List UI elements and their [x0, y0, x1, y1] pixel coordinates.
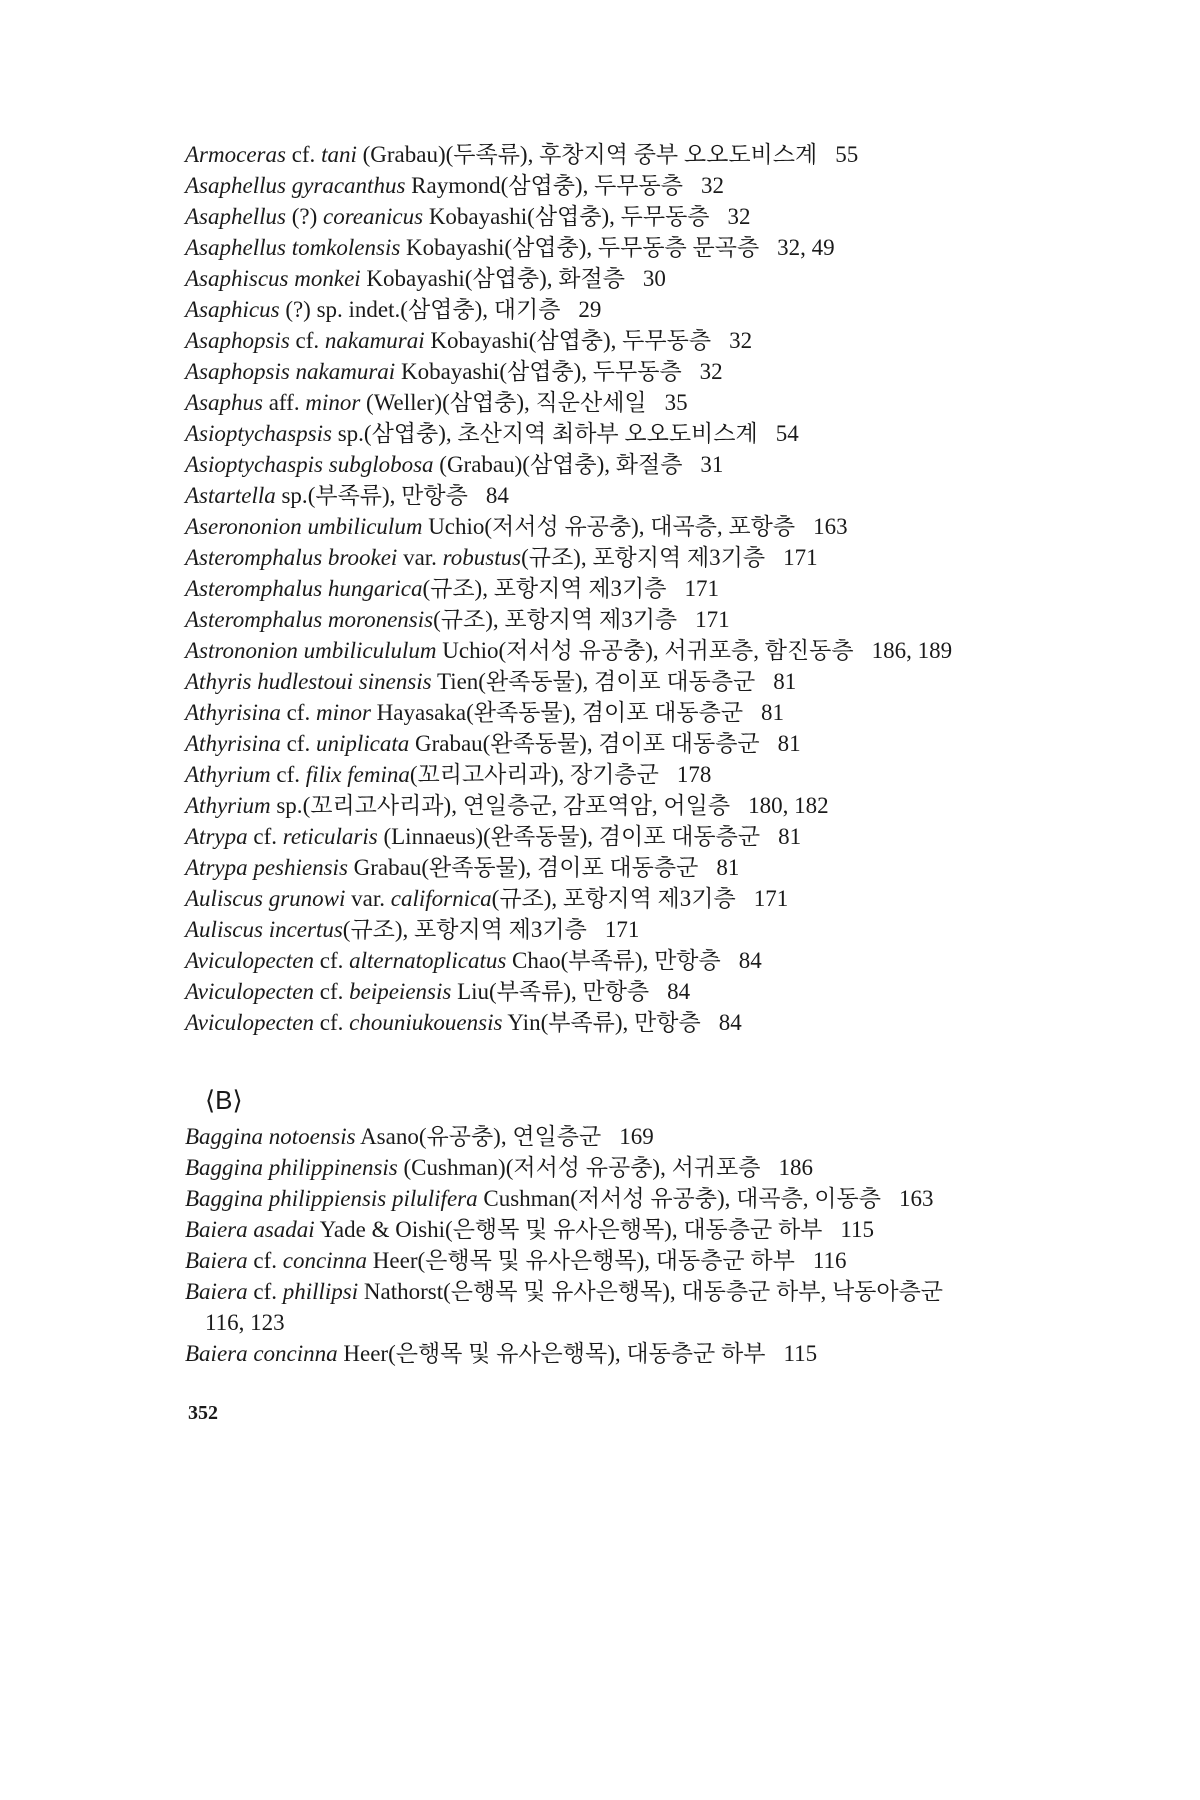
index-entry: Astrononion umbilicululum Uchio(저서성 유공충), 서귀포층, 함진동층 186, 189 [185, 638, 953, 663]
index-entry: Asteromphalus moronensis(규조), 포항지역 제3기층 171 [185, 607, 730, 632]
index-entry: Asaphus aff. minor (Weller)(삼엽충), 직운산세일 35 [185, 390, 688, 415]
index-entry: Astartella sp.(부족류), 만항층 84 [185, 483, 509, 508]
index-entry: Auliscus incertus(규조), 포항지역 제3기층 171 [185, 917, 640, 942]
index-entry: Baggina philippiensis pilulifera Cushman(저서성 유공충), 대곡층, 이동층 163 [185, 1186, 934, 1211]
index-entry: Asioptychaspis subglobosa (Grabau)(삼엽충), 화절층 31 [185, 452, 724, 477]
index-entry: Baggina philippinensis (Cushman)(저서성 유공충), 서귀포층 186 [185, 1155, 813, 1180]
index-entry: Asaphellus (?) coreanicus Kobayashi(삼엽충), 두무동층 32 [185, 204, 751, 229]
index-entry: Asaphiscus monkei Kobayashi(삼엽충), 화절층 30 [185, 266, 666, 291]
index-entry: Asteromphalus brookei var. robustus(규조), 포항지역 제3기층 171 [185, 545, 818, 570]
index-entry: Aviculopecten cf. chouniukouensis Yin(부족류), 만항층 84 [185, 1010, 742, 1035]
index-entry: Baiera cf. concinna Heer(은행목 및 유사은행목), 대동층군 하부 116 [185, 1248, 847, 1273]
index-entry-continuation: 116, 123 [205, 1310, 285, 1335]
index-entry: Athyrium sp.(꼬리고사리과), 연일층군, 감포역암, 어일층 180, 182 [185, 793, 829, 818]
index-entry: Asaphellus tomkolensis Kobayashi(삼엽충), 두무동층 문곡층 32, 49 [185, 235, 835, 260]
index-entry: Armoceras cf. tani (Grabau)(두족류), 후창지역 중부 오오도비스계 55 [185, 142, 859, 167]
index-entry: Atrypa cf. reticularis (Linnaeus)(완족동물), 겸이포 대동층군 81 [185, 824, 802, 849]
section-heading-b: ⟨B⟩ [205, 1085, 243, 1115]
index-entry: Asteromphalus hungarica(규조), 포항지역 제3기층 171 [185, 576, 719, 601]
index-entry: Baiera cf. phillipsi Nathorst(은행목 및 유사은행목), 대동층군 하부, 낙동아층군 [185, 1279, 944, 1304]
index-entry: Athyrisina cf. minor Hayasaka(완족동물), 겸이포 대동층군 81 [185, 700, 785, 725]
index-entry: Athyris hudlestoui sinensis Tien(완족동물), 겸이포 대동층군 81 [185, 669, 797, 694]
index-entry: Aviculopecten cf. beipeiensis Liu(부족류), 만항층 84 [185, 979, 691, 1004]
index-entry: Asaphopsis nakamurai Kobayashi(삼엽충), 두무동층 32 [185, 359, 723, 384]
index-entry: Asaphopsis cf. nakamurai Kobayashi(삼엽충), 두무동층 32 [185, 328, 753, 353]
index-entry: Asaphicus (?) sp. indet.(삼엽충), 대기층 29 [185, 297, 602, 322]
index-entry: Baggina notoensis Asano(유공충), 연일층군 169 [185, 1124, 654, 1149]
index-entry: Baiera concinna Heer(은행목 및 유사은행목), 대동층군 하부 115 [185, 1341, 818, 1366]
index-entry: Baiera asadai Yade & Oishi(은행목 및 유사은행목), 대동층군 하부 115 [185, 1217, 875, 1242]
index-entry: Atrypa peshiensis Grabau(완족동물), 겸이포 대동층군 81 [185, 855, 740, 880]
index-entry: Athyrisina cf. uniplicata Grabau(완족동물), 겸이포 대동층군 81 [185, 731, 801, 756]
index-entry: Asioptychaspsis sp.(삼엽충), 초산지역 최하부 오오도비스계 54 [185, 421, 799, 446]
index-entry: Auliscus grunowi var. californica(규조), 포항지역 제3기층 171 [185, 886, 789, 911]
index-entry: Athyrium cf. filix femina(꼬리고사리과), 장기층군 178 [185, 762, 712, 787]
index-entry: Aviculopecten cf. alternatoplicatus Chao(부족류), 만항층 84 [185, 948, 762, 973]
index-entry: Asaphellus gyracanthus Raymond(삼엽충), 두무동층 32 [185, 173, 724, 198]
index-entry: Aserononion umbiliculum Uchio(저서성 유공충), 대곡층, 포항층 163 [185, 514, 848, 539]
page-number: 352 [188, 1402, 218, 1424]
